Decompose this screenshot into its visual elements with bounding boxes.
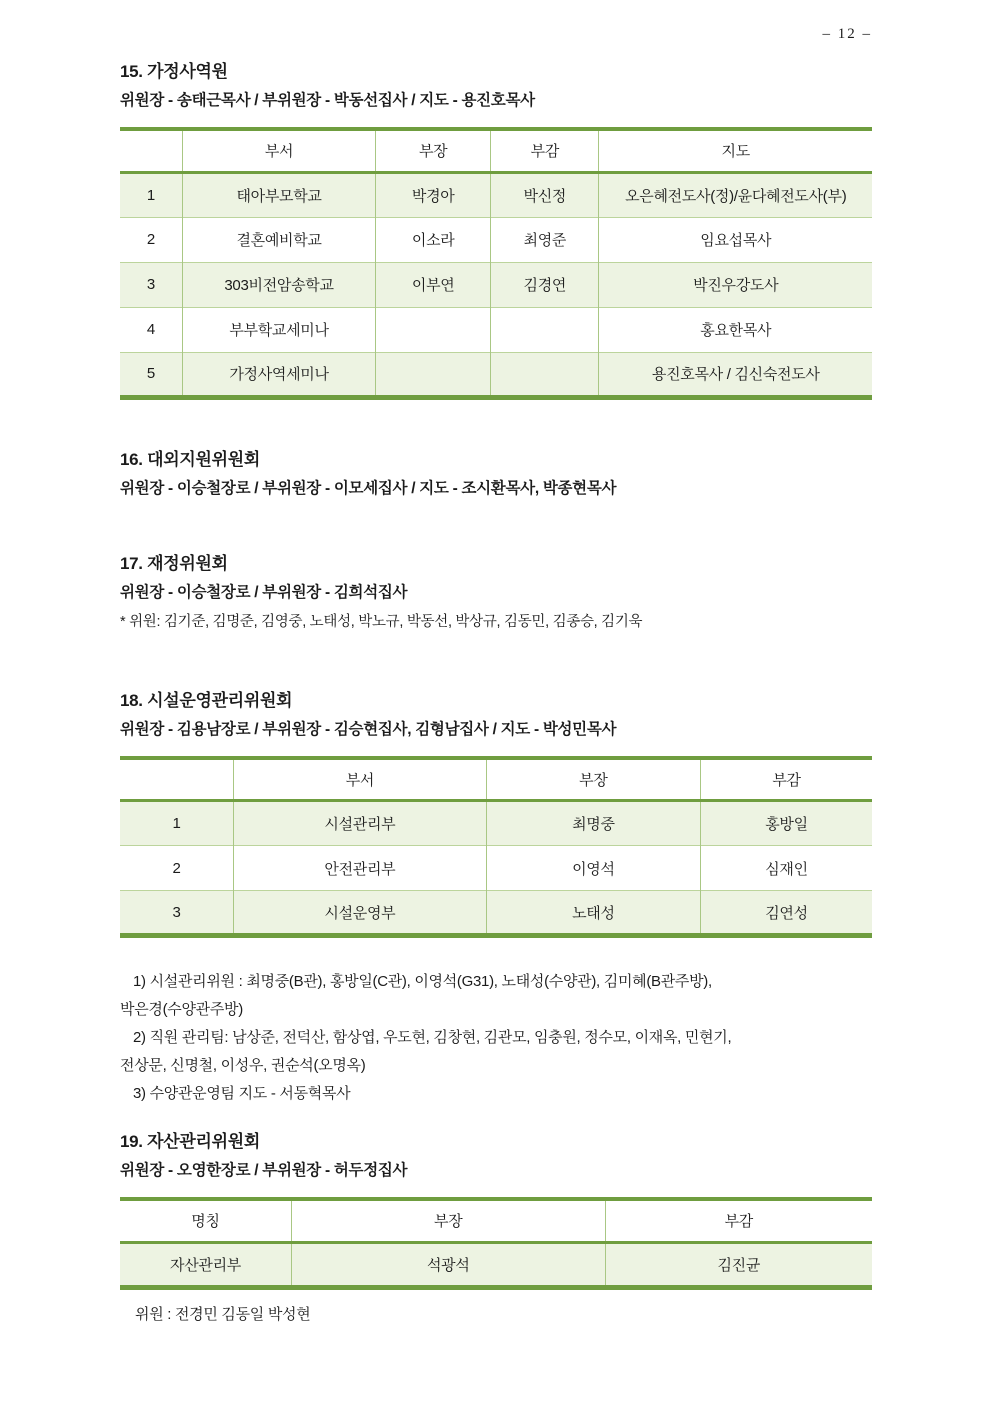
column-header: 부장 <box>486 758 700 801</box>
section-title: 18. 시설운영관리위원회 <box>120 690 293 710</box>
table-cell: 박진우강도사 <box>599 262 872 307</box>
table-cell: 시설운영부 <box>234 891 487 936</box>
section-subtitle: 위원장 - 이승철장로 / 부위원장 - 이모세집사 / 지도 - 조시환목사, 박종현목사 <box>120 479 617 497</box>
table-cell <box>376 352 491 397</box>
column-header: 부장 <box>291 1199 605 1242</box>
table-cell: 부부학교세미나 <box>182 307 375 352</box>
table-cell: 홍요한목사 <box>599 307 872 352</box>
column-header <box>120 758 234 801</box>
table-cell: 3 <box>120 891 234 936</box>
note-line: 3) 수양관운영팀 지도 - 서동혁목사 <box>133 1085 351 1102</box>
section-subtitle: 위원장 - 오영한장로 / 부위원장 - 허두정집사 <box>120 1162 408 1179</box>
table-row <box>120 891 872 936</box>
page-number: – 12 – <box>822 26 872 42</box>
table-cell: 5 <box>120 352 182 397</box>
table-cell <box>491 307 599 352</box>
section-asset-management <box>120 1130 872 1324</box>
column-header: 부서 <box>182 129 375 172</box>
table-cell: 3 <box>120 262 182 307</box>
table-cell: 결혼예비학교 <box>182 217 375 262</box>
table-cell: 심재인 <box>701 846 872 891</box>
table-header-row <box>120 129 872 172</box>
section-finance <box>120 552 872 633</box>
table-cell: 1 <box>146 186 155 204</box>
table-cell: 최명중 <box>486 801 700 846</box>
table-cell: 이영석 <box>486 846 700 891</box>
column-header: 부서 <box>234 758 487 801</box>
column-header: 부감 <box>491 129 599 172</box>
note-line: 박은경(수양관주방) <box>120 1001 243 1018</box>
table-cell: 태아부모학교 <box>182 172 375 217</box>
section-subtitle: 위원장 - 송태근목사 / 부위원장 - 박동선집사 / 지도 - 용진호목사 <box>120 92 535 109</box>
section-subtitle: 위원장 - 이승철장로 / 부위원장 - 김희석집사 <box>120 583 408 601</box>
section-title: 15. 가정사역원 <box>120 62 228 81</box>
table-cell: 이소라 <box>376 217 491 262</box>
column-header: 부장 <box>376 129 491 172</box>
table-cell: 임요섭목사 <box>599 217 872 262</box>
table-cell: 박경아 <box>376 172 491 217</box>
section-title: 16. 대외지원위원회 <box>120 449 261 469</box>
column-header: 부감 <box>605 1199 872 1242</box>
table-cell: 박신정 <box>491 172 599 217</box>
table-cell: 자산관리부 <box>170 1256 241 1274</box>
section-notes <box>120 968 872 1108</box>
table-cell: 김진균 <box>605 1242 872 1287</box>
note-line: 2) 직원 관리팀: 남상준, 전덕산, 함상엽, 우도현, 김창현, 김관모, 임충원, 정수모, 이재옥, 민현기, <box>133 1029 732 1046</box>
column-header: 지도 <box>599 129 872 172</box>
table-cell <box>491 352 599 397</box>
table-row <box>120 846 872 891</box>
table-row <box>120 262 872 307</box>
table-cell: 홍방일 <box>701 801 872 846</box>
table-row <box>120 217 872 262</box>
table-row <box>120 172 872 217</box>
section-title: 19. 자산관리위원회 <box>120 1132 261 1151</box>
section-external-support <box>120 448 872 500</box>
table-header-row <box>120 758 872 801</box>
table-cell: 석광석 <box>291 1242 605 1287</box>
facility-management-table <box>120 756 872 939</box>
column-header <box>120 129 182 172</box>
table-cell: 가정사역세미나 <box>182 352 375 397</box>
table-cell: 4 <box>120 307 182 352</box>
column-header: 부감 <box>701 758 872 801</box>
table-cell: 시설관리부 <box>234 801 487 846</box>
table-cell: 김경연 <box>491 262 599 307</box>
section-title: 17. 재정위원회 <box>120 553 228 573</box>
table-cell: 오은혜전도사(정)/윤다혜전도사(부) <box>599 172 872 217</box>
section-family-ministry <box>120 60 872 400</box>
note-line: 전상문, 신명철, 이성우, 권순석(오명옥) <box>120 1057 366 1074</box>
asset-management-table <box>120 1197 872 1290</box>
section-facility-management <box>120 689 872 1109</box>
table-cell: 2 <box>120 846 234 891</box>
table-row <box>120 352 872 397</box>
family-ministry-table <box>120 127 872 400</box>
table-header-row <box>120 1199 872 1242</box>
committee-members: 위원 : 전경민 김동일 박성현 <box>135 1305 311 1323</box>
table-cell: 1 <box>172 815 181 832</box>
table-cell: 303비전암송학교 <box>182 262 375 307</box>
table-row <box>120 801 872 846</box>
table-row <box>120 307 872 352</box>
table-row <box>120 1242 872 1287</box>
table-cell: 이부연 <box>376 262 491 307</box>
table-cell: 용진호목사 / 김신숙전도사 <box>599 352 872 397</box>
table-cell: 2 <box>120 217 182 262</box>
table-cell: 김연성 <box>701 891 872 936</box>
column-header: 명칭 <box>120 1199 291 1242</box>
table-cell: 최영준 <box>491 217 599 262</box>
table-cell: 노태성 <box>486 891 700 936</box>
note-line: 1) 시설관리위원 : 최명중(B관), 홍방일(C관), 이영석(G31), 노태성(수양관), 김미혜(B관주방), <box>133 973 712 990</box>
section-subtitle: 위원장 - 김용남장로 / 부위원장 - 김승현집사, 김형남집사 / 지도 - 박성민목사 <box>120 720 617 738</box>
table-cell: 안전관리부 <box>234 846 487 891</box>
committee-members: * 위원: 김기준, 김명준, 김영중, 노태성, 박노규, 박동선, 박상규, 김동민, 김종승, 김기욱 <box>120 613 643 630</box>
table-cell <box>376 307 491 352</box>
